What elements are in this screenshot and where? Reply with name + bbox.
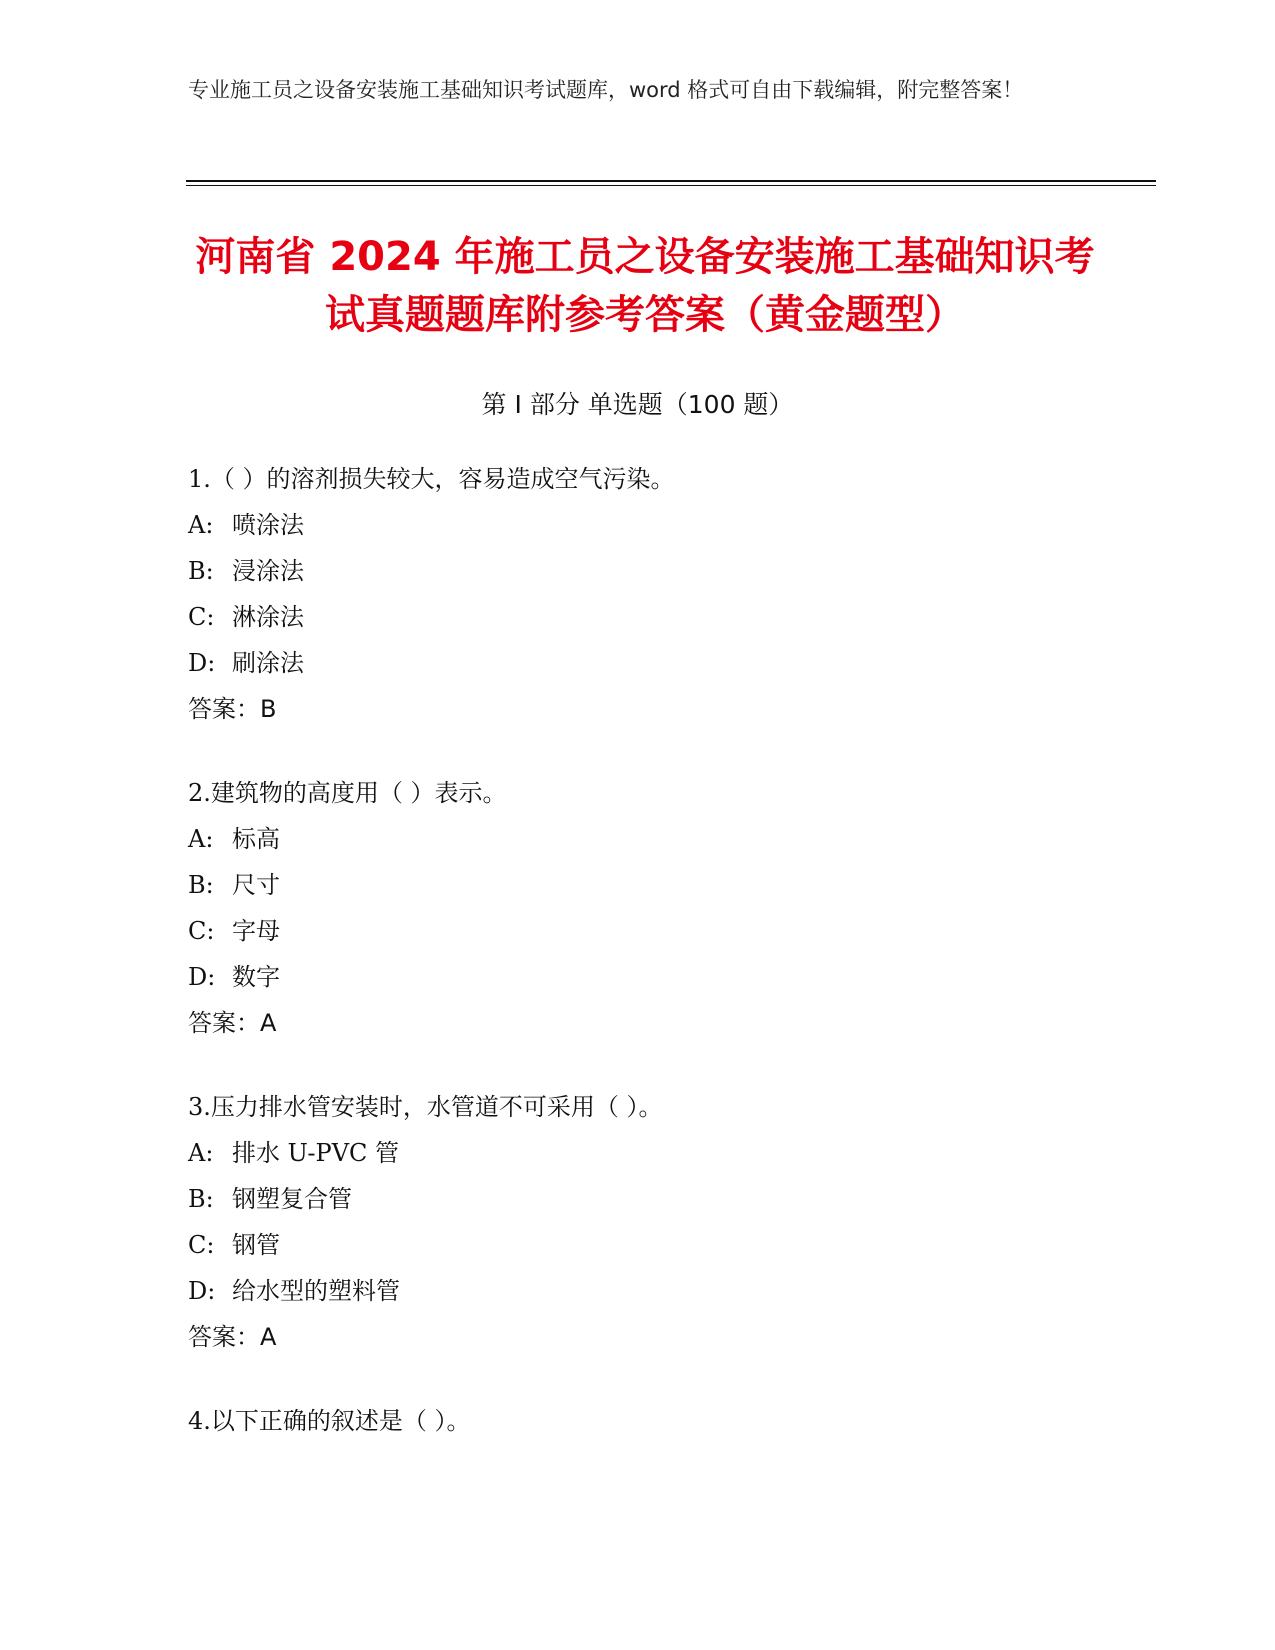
option-text: 刷涂法 (232, 649, 304, 677)
answer: 答案：A (188, 1323, 277, 1351)
option-text: 尺寸 (232, 871, 280, 899)
option-b (188, 862, 1088, 908)
option-key: B: (188, 1185, 214, 1213)
question-text: 4.以下正确的叙述是（ ）。 (188, 1407, 471, 1435)
question-2 (188, 770, 1088, 1046)
option-key: D: (188, 963, 216, 991)
option-key: D: (188, 649, 216, 677)
option-c (188, 1222, 1088, 1268)
answer: 答案：A (188, 1009, 277, 1037)
option-key: C: (188, 917, 215, 945)
option-a (188, 816, 1088, 862)
option-d (188, 1268, 1088, 1314)
header-divider (186, 180, 1156, 182)
answer: 答案：B (188, 695, 277, 723)
option-text: 钢塑复合管 (232, 1185, 352, 1213)
header-divider-thin (186, 185, 1156, 186)
question-text: 1.（ ）的溶剂损失较大，容易造成空气污染。 (188, 465, 675, 493)
option-text: 喷涂法 (232, 511, 304, 539)
option-text: 淋涂法 (232, 603, 304, 631)
option-key: A: (188, 825, 214, 853)
question-text: 2.建筑物的高度用（ ）表示。 (188, 779, 507, 807)
option-c (188, 908, 1088, 954)
option-key: C: (188, 603, 215, 631)
question-3 (188, 1084, 1088, 1360)
header-note: 专业施工员之设备安装施工基础知识考试题库，word 格式可自由下载编辑，附完整答案！ (188, 78, 1024, 102)
option-c (188, 594, 1088, 640)
option-key: D: (188, 1277, 216, 1305)
question-text: 3.压力排水管安装时，水管道不可采用（ ）。 (188, 1093, 663, 1121)
option-b (188, 548, 1088, 594)
option-key: B: (188, 871, 214, 899)
option-b (188, 1176, 1088, 1222)
option-key: A: (188, 1139, 214, 1167)
section-title: 第 I 部分 单选题（100 题） (481, 390, 794, 419)
question-1 (188, 456, 1088, 732)
option-text: 排水 U-PVC 管 (232, 1139, 400, 1167)
option-key: B: (188, 557, 214, 585)
option-a (188, 1130, 1088, 1176)
option-text: 标高 (232, 825, 280, 853)
option-key: A: (188, 511, 214, 539)
option-text: 给水型的塑料管 (232, 1277, 400, 1305)
option-text: 数字 (232, 963, 280, 991)
option-text: 钢管 (232, 1231, 280, 1259)
option-text: 字母 (232, 917, 280, 945)
document-title: 河南省 2024 年施工员之设备安装施工基础知识考试真题题库附参考答案（黄金题型） (195, 234, 1095, 338)
question-4 (188, 1398, 1088, 1444)
option-a (188, 502, 1088, 548)
option-d (188, 640, 1088, 686)
option-text: 浸涂法 (232, 557, 304, 585)
option-d (188, 954, 1088, 1000)
option-key: C: (188, 1231, 215, 1259)
